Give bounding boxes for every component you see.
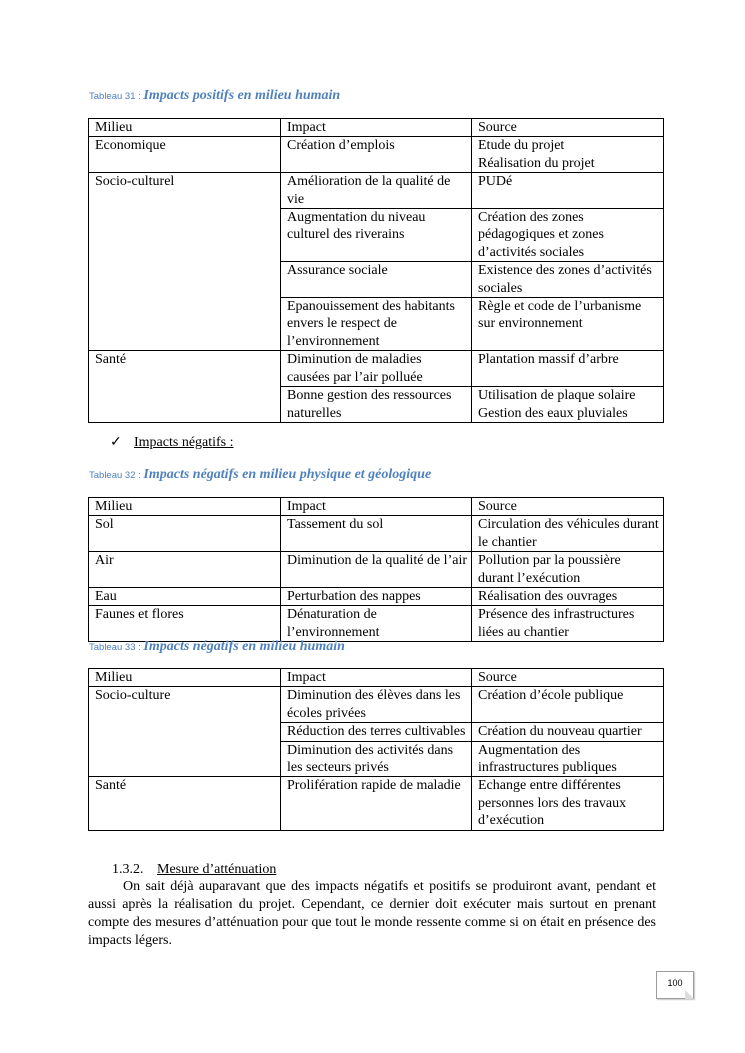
header-cell: Impact (281, 119, 472, 137)
source-line: Utilisation de plaque solaire (478, 388, 636, 404)
table31-prefix: Tableau 31 : (89, 91, 144, 102)
table-row (89, 351, 664, 387)
table-row (89, 777, 664, 830)
table-row (89, 137, 664, 173)
impact-cell: Bonne gestion des ressources naturelles (281, 387, 472, 423)
impact-cell: Amélioration de la qualité de vie (281, 173, 472, 209)
milieu-cell: Air (89, 552, 281, 588)
table31-title: Impacts positifs en milieu humain (143, 88, 341, 103)
impact-cell: Assurance sociale (281, 262, 472, 298)
table-header-row (89, 669, 664, 687)
table31 (88, 118, 664, 423)
header-cell: Milieu (89, 669, 281, 687)
milieu-cell: Socio-culture (89, 687, 281, 777)
impact-cell: Augmentation du niveau culturel des riverains (281, 209, 472, 262)
source-line: Etude du projet (478, 138, 565, 154)
bullet-label: Impacts négatifs : (134, 435, 234, 450)
header-cell: Milieu (89, 498, 281, 516)
checkmark-icon: ✓ (110, 435, 122, 450)
source-cell: Réalisation des ouvrages (472, 588, 664, 606)
source-cell: Création d’école publique (472, 687, 664, 723)
negative-impacts-bullet (110, 434, 234, 451)
impact-cell: Création d’emplois (281, 137, 472, 173)
source-cell: Présence des infrastructures liées au chantier (472, 606, 664, 642)
source-cell: Existence des zones d’activités sociales (472, 262, 664, 298)
impact-cell: Perturbation des nappes (281, 588, 472, 606)
header-cell: Impact (281, 669, 472, 687)
table-row (89, 606, 664, 642)
table-row (89, 552, 664, 588)
milieu-cell: Socio-culturel (89, 173, 281, 351)
impact-cell: Diminution de la qualité de l’air (281, 552, 472, 588)
milieu-cell: Santé (89, 777, 281, 830)
source-cell: Création du nouveau quartier (472, 723, 664, 741)
source-cell (472, 387, 664, 423)
milieu-cell: Economique (89, 137, 281, 173)
table32-prefix: Tableau 32 : (89, 470, 144, 481)
table-header-row (89, 119, 664, 137)
impact-cell: Epanouissement des habitants envers le respect de l’environnement (281, 298, 472, 351)
table-row (89, 687, 664, 723)
table31-caption (89, 88, 340, 104)
table33 (88, 668, 664, 831)
source-line: Gestion des eaux pluviales (478, 405, 628, 421)
impact-cell: Réduction des terres cultivables (281, 723, 472, 741)
impact-cell: Tassement du sol (281, 516, 472, 552)
header-cell: Source (472, 669, 664, 687)
header-cell: Impact (281, 498, 472, 516)
header-cell: Milieu (89, 119, 281, 137)
source-cell: Augmentation des infrastructures publiques (472, 741, 664, 777)
table32 (88, 497, 664, 642)
table33-title: Impacts négatifs en milieu humain (143, 639, 345, 654)
milieu-cell: Santé (89, 351, 281, 423)
section-heading (112, 862, 276, 878)
impact-cell: Diminution des élèves dans les écoles privées (281, 687, 472, 723)
source-cell: PUDé (472, 173, 664, 209)
impact-cell: Prolifération rapide de maladie (281, 777, 472, 830)
source-cell: Plantation massif d’arbre (472, 351, 664, 387)
table-row (89, 173, 664, 209)
header-cell: Source (472, 119, 664, 137)
table32-title: Impacts négatifs en milieu physique et géologique (143, 467, 432, 482)
source-cell: Règle et code de l’urbanisme sur environnement (472, 298, 664, 351)
source-cell: Pollution par la poussière durant l’exécution (472, 552, 664, 588)
section-paragraph: On sait déjà auparavant que des impacts négatifs et positifs se produiront avant, pendant et aussi après la réalisation du projet. Cependant, ce dernier doit exécuter mais surtout en prenant compte des mesures d’atténuation pour que tout le monde ressente comme si on était en présence des impacts légers. (88, 879, 656, 948)
section-number: 1.3.2. (112, 862, 144, 877)
table32-caption (89, 467, 431, 483)
table33-prefix: Tableau 33 : (89, 642, 144, 653)
source-cell: Echange entre différentes personnes lors des travaux d’exécution (472, 777, 664, 830)
table-row (89, 588, 664, 606)
source-line: Réalisation du projet (478, 155, 595, 171)
source-cell (472, 137, 664, 173)
impact-cell: Diminution de maladies causées par l’air polluée (281, 351, 472, 387)
header-cell: Source (472, 498, 664, 516)
source-cell: Circulation des véhicules durant le chantier (472, 516, 664, 552)
milieu-cell: Sol (89, 516, 281, 552)
impact-cell: Dénaturation de l’environnement (281, 606, 472, 642)
milieu-cell: Eau (89, 588, 281, 606)
section-title: Mesure d’atténuation (157, 862, 277, 877)
table-row (89, 516, 664, 552)
table33-caption (89, 639, 345, 655)
impact-cell: Diminution des activités dans les secteurs privés (281, 741, 472, 777)
page-number: 100 (656, 971, 694, 999)
table-header-row (89, 498, 664, 516)
source-cell: Création des zones pédagogiques et zones d’activités sociales (472, 209, 664, 262)
milieu-cell: Faunes et flores (89, 606, 281, 642)
